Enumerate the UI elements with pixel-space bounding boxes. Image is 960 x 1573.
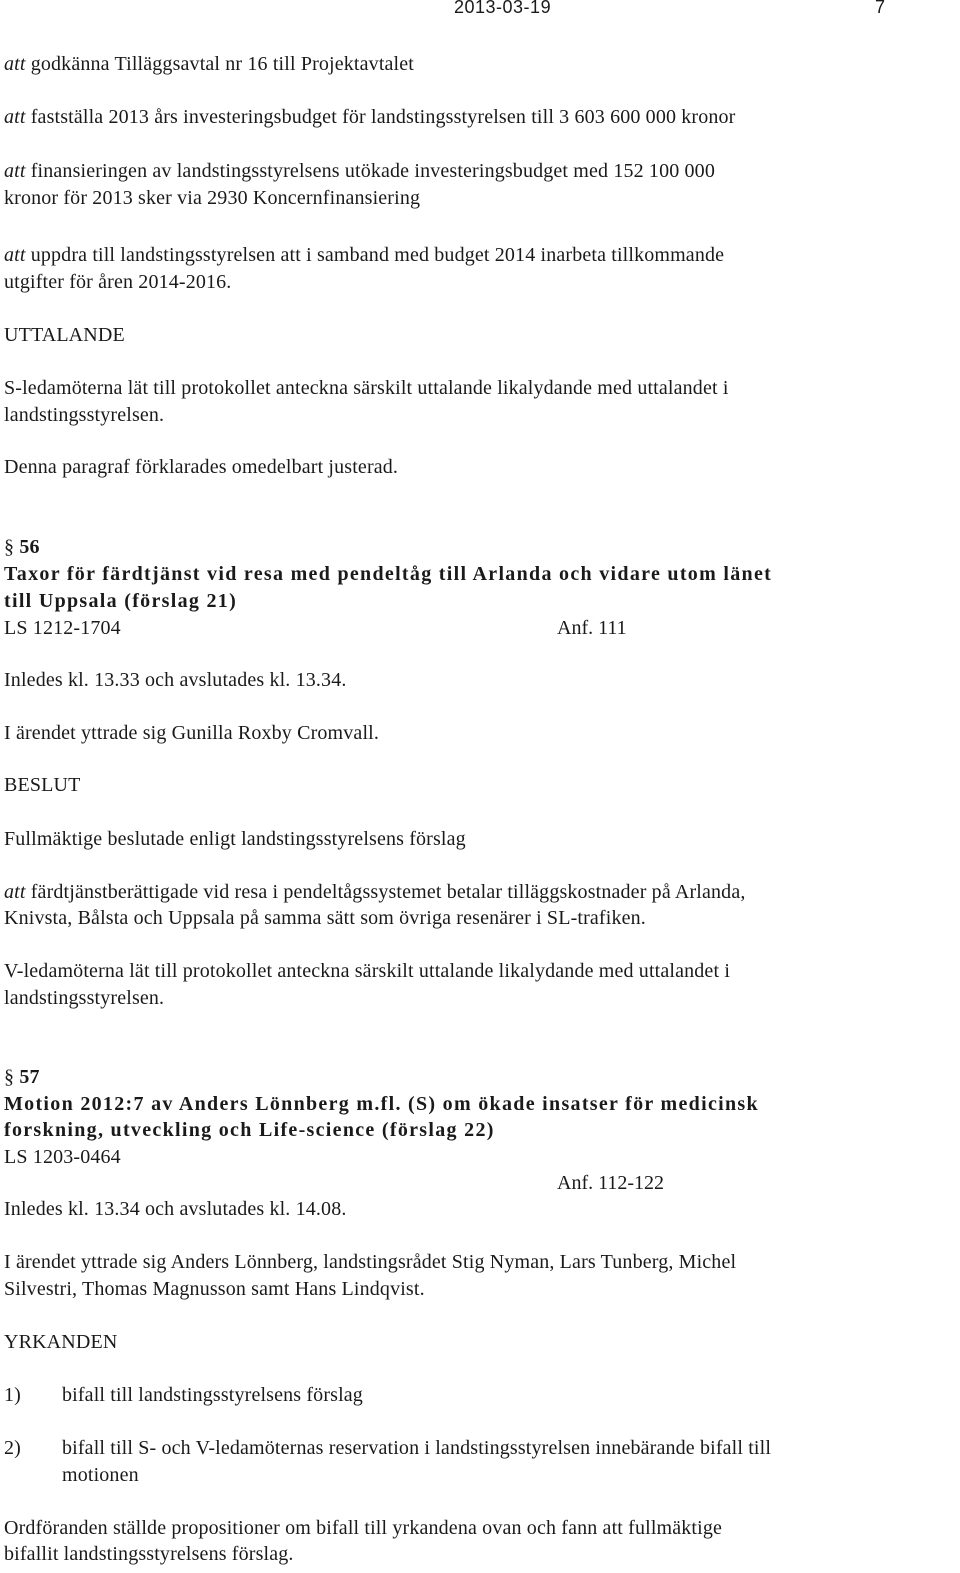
anf-reference: Anf. 112-122 [557,1172,665,1194]
section-57-title: forskning, utveckling och Life-science (förslag 22) [4,1119,495,1141]
uttalande-text: S-ledamöterna lät till protokollet anteckna särskilt uttalande likalydande med uttalandet i [4,377,729,399]
ordforande-text: bifallit landstingsstyrelsens förslag. [4,1543,294,1565]
yrkande-text: bifall till S- och V-ledamöternas reservation i landstingsstyrelsen innebärande bifall till [62,1437,772,1459]
case-number: LS 1212-1704 [4,617,121,639]
decision-item-continued [4,269,231,296]
decision-item [4,242,724,269]
section-number: 57 [19,1066,40,1088]
uttalande-heading: UTTALANDE [4,324,125,346]
decision-item-continued: Knivsta, Bålsta och Uppsala på samma sätt som övriga resenärer i SL-trafiken. [4,907,646,929]
decision-text: färdtjänstberättigade vid resa i pendeltågssystemet betalar tilläggskostnader på Arlanda, [25,881,746,903]
speakers-text: Silvestri, Thomas Magnusson samt Hans Lindqvist. [4,1278,425,1300]
decision-item [4,879,746,906]
section-56-title: Taxor för färdtjänst vid resa med pendeltåg till Arlanda och vidare utom länet [4,563,773,585]
decision-item [4,51,414,78]
beslut-heading: BESLUT [4,774,81,796]
att-prefix: att [4,53,26,75]
section-56-title: till Uppsala (förslag 21) [4,590,238,612]
decision-item-continued [4,185,420,212]
yrkande-item [4,1435,771,1462]
section-56-number [4,534,40,561]
decision-item [4,158,715,185]
document-date: 2013-03-19 [454,0,552,17]
speakers-text: I ärendet yttrade sig Gunilla Roxby Cromvall. [4,722,380,744]
section-number: 56 [19,536,40,558]
decision-text: kronor för 2013 sker via 2930 Koncernfinansiering [4,187,421,209]
decision-text: godkänna Tilläggsavtal nr 16 till Projektavtalet [25,53,414,75]
section-57-title: Motion 2012:7 av Anders Lönnberg m.fl. (S) om ökade insatser för medicinsk [4,1093,759,1115]
decision-text: utgifter för åren 2014-2016. [4,271,232,293]
justerad-text: Denna paragraf förklarades omedelbart justerad. [4,456,399,478]
paragraph-symbol: § [4,536,15,558]
session-times: Inledes kl. 13.34 och avslutades kl. 14.08. [4,1198,347,1220]
section-57-number [4,1064,40,1091]
beslut-text: Fullmäktige beslutade enligt landstingsstyrelsens förslag [4,828,466,850]
yrkanden-heading: YRKANDEN [4,1331,118,1353]
yrkande-number: 2) [4,1437,21,1459]
decision-text: fastställa 2013 års investeringsbudget för landstingsstyrelsen till 3 603 600 000 kronor [25,106,736,128]
decision-text: finansieringen av landstingsstyrelsens utökade investeringsbudget med 152 100 000 [25,160,715,182]
page-number: 7 [875,0,886,17]
v-uttalande-text: landstingsstyrelsen. [4,987,165,1009]
att-prefix: att [4,106,26,128]
att-prefix: att [4,881,26,903]
decision-item [4,104,736,131]
att-prefix: att [4,244,26,266]
anf-reference: Anf. 111 [557,617,627,639]
decision-text: uppdra till landstingsstyrelsen att i samband med budget 2014 inarbeta tillkommande [25,244,725,266]
v-uttalande-text: V-ledamöterna lät till protokollet anteckna särskilt uttalande likalydande med uttalandet i [4,960,731,982]
yrkande-number: 1) [4,1384,21,1406]
case-number: LS 1203-0464 [4,1146,121,1168]
paragraph-symbol: § [4,1066,15,1088]
yrkande-text-continued: motionen [62,1464,139,1486]
yrkande-text: bifall till landstingsstyrelsens förslag [62,1384,363,1406]
session-times: Inledes kl. 13.33 och avslutades kl. 13.34. [4,669,347,691]
speakers-text: I ärendet yttrade sig Anders Lönnberg, landstingsrådet Stig Nyman, Lars Tunberg, Michel [4,1251,737,1273]
ordforande-text: Ordföranden ställde propositioner om bifall till yrkandena ovan och fann att fullmäktige [4,1517,722,1539]
yrkande-item [4,1382,363,1409]
att-prefix: att [4,160,26,182]
uttalande-text: landstingsstyrelsen. [4,404,165,426]
